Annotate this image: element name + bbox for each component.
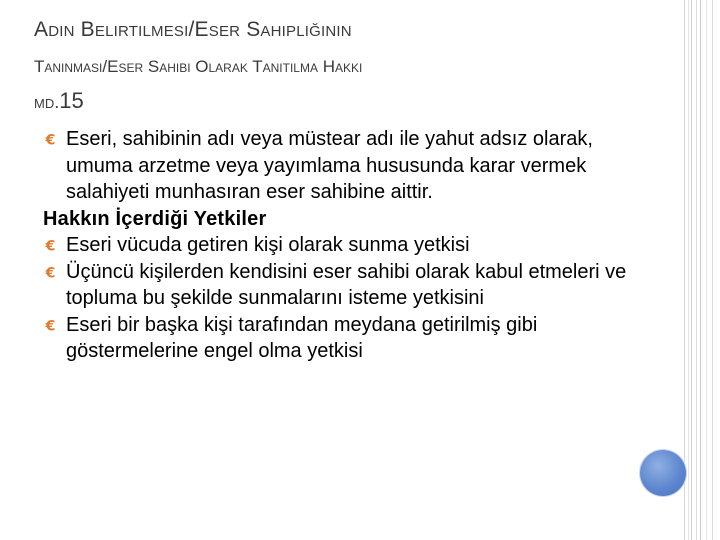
decorative-line	[684, 0, 685, 540]
svg-text:€: €	[45, 318, 56, 333]
slide-title	[34, 10, 674, 119]
list-item-text: Üçüncü kişilerden kendisini eser sahibi olarak kabul etmeleri ve topluma bu şekilde sunmalarını isteme yetkisini	[66, 260, 627, 309]
euro-icon	[43, 132, 58, 147]
euro-icon	[43, 238, 58, 253]
slide-body	[43, 126, 653, 365]
svg-text:€: €	[45, 238, 56, 253]
decorative-line	[712, 0, 713, 540]
list-item	[43, 232, 653, 259]
svg-text:€: €	[45, 132, 56, 147]
decorative-line	[691, 0, 692, 540]
decorative-line	[700, 0, 701, 540]
circle-decoration	[640, 450, 686, 496]
title-article-number: 15	[59, 88, 84, 113]
euro-icon	[43, 265, 58, 280]
list-item-text: Eseri vücuda getiren kişi olarak sunma yetkisi	[66, 234, 470, 256]
list-item-text: Eseri bir başka kişi tarafından meydana getirilmiş gibi göstermelerine engel olma yetkisi	[66, 313, 538, 362]
title-line-2: Tanınması/Eser Sahibi Olarak Tanıtılma Hakkı	[34, 57, 363, 76]
intro-text: Eseri, sahibinin adı veya müstear adı ile yahut adsız olarak, umuma arzetme veya yayımlama hususunda karar vermek salahiyeti munhasıran eser sahibine aittir.	[66, 128, 593, 203]
decorative-line	[706, 0, 707, 540]
decorative-line	[688, 0, 689, 540]
title-line-1: Adın Belirtilmesi/Eser Sahipliğinin	[34, 18, 352, 41]
list-item	[43, 312, 653, 365]
svg-text:€: €	[45, 265, 56, 280]
title-article-label: md.	[34, 92, 60, 112]
list-item	[43, 259, 653, 312]
title-line-3	[34, 84, 674, 119]
section-heading: Hakkın İçerdiği Yetkiler	[43, 207, 267, 230]
decorative-line	[696, 0, 697, 540]
euro-icon	[43, 318, 58, 333]
intro-paragraph	[43, 126, 653, 206]
